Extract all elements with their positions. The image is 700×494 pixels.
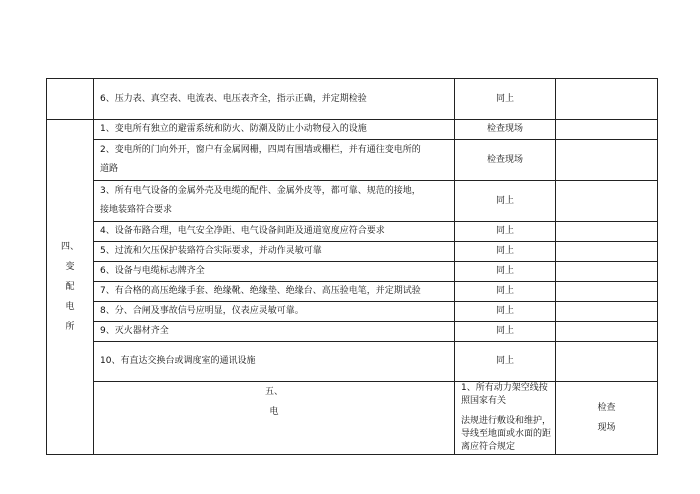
- item-text: 1、所有动力架空线按照国家有关 法规进行敷设和维护，导线至地面或水面的距离应符合规定: [455, 382, 556, 455]
- method-text: 检查现场: [455, 140, 556, 181]
- table-row: [47, 242, 658, 262]
- item-text: 9、灭火器材齐全: [94, 322, 455, 342]
- category-four-label: 四、 变 配 电 所: [60, 242, 79, 332]
- method-text: 同上: [455, 242, 556, 262]
- table-row: [47, 382, 658, 455]
- item-text: 6、压力表、真空表、电流表、电压表齐全，指示正确，并定期检验: [94, 79, 455, 120]
- table-row: [47, 120, 658, 140]
- method-text: 检查现场: [455, 120, 556, 140]
- method-text: 同上: [455, 282, 556, 302]
- method-text: 同上: [455, 302, 556, 322]
- result-cell: [556, 302, 658, 322]
- method-text: 同上: [455, 342, 556, 382]
- table-row: [47, 181, 658, 222]
- category-five-label: 五、 电: [264, 387, 283, 417]
- item-text: 1、变电所有独立的避雷系统和防火、防潮及防止小动物侵入的设施: [94, 120, 455, 140]
- item-text: 3、所有电气设备的金属外壳及电缆的配件、金属外皮等，都可靠、规范的接地， 接地装臵符合要求: [94, 181, 455, 222]
- item-text: 7、有合格的高压绝缘手套、绝缘靴、绝缘垫、绝缘台、高压验电笔，并定期试验: [94, 282, 455, 302]
- item-text: 8、分、合闸及事故信号应明显，仪表应灵敏可靠。: [94, 302, 455, 322]
- table-row: [47, 222, 658, 242]
- table-row: [47, 262, 658, 282]
- result-cell: [556, 181, 658, 222]
- method-text: 同上: [455, 181, 556, 222]
- result-cell: [556, 342, 658, 382]
- result-cell: [556, 262, 658, 282]
- item-text: 2、变电所的门向外开，窗户有金属网栅，四周有围墙或栅栏，并有通往变电所的 道路: [94, 140, 455, 181]
- category-four-cell: [47, 120, 94, 455]
- table-row: [47, 322, 658, 342]
- category-cell: [47, 79, 94, 120]
- method-text: 同上: [455, 79, 556, 120]
- table-row: [47, 282, 658, 302]
- item-text: 6、设备与电缆标志牌齐全: [94, 262, 455, 282]
- table-row: [47, 140, 658, 181]
- method-text: 同上: [455, 322, 556, 342]
- item-text: 5、过流和欠压保护装臵符合实际要求，并动作灵敏可靠: [94, 242, 455, 262]
- item-text: 4、设备布路合理，电气安全净距、电气设备间距及通道宽度应符合要求: [94, 222, 455, 242]
- result-cell: [556, 282, 658, 302]
- category-five-cell: [94, 382, 455, 455]
- result-cell: [556, 79, 658, 120]
- table-row: [47, 302, 658, 322]
- result-cell: [556, 140, 658, 181]
- table-row: [47, 342, 658, 382]
- method-text: 检查 现场: [556, 382, 658, 455]
- result-cell: [556, 322, 658, 342]
- result-cell: [556, 242, 658, 262]
- table-row: [47, 79, 658, 120]
- method-text: 同上: [455, 222, 556, 242]
- method-text: 同上: [455, 262, 556, 282]
- result-cell: [556, 120, 658, 140]
- inspection-table: [46, 78, 658, 455]
- result-cell: [556, 222, 658, 242]
- item-text: 10、有直达交换台或调度室的通讯设施: [94, 342, 455, 382]
